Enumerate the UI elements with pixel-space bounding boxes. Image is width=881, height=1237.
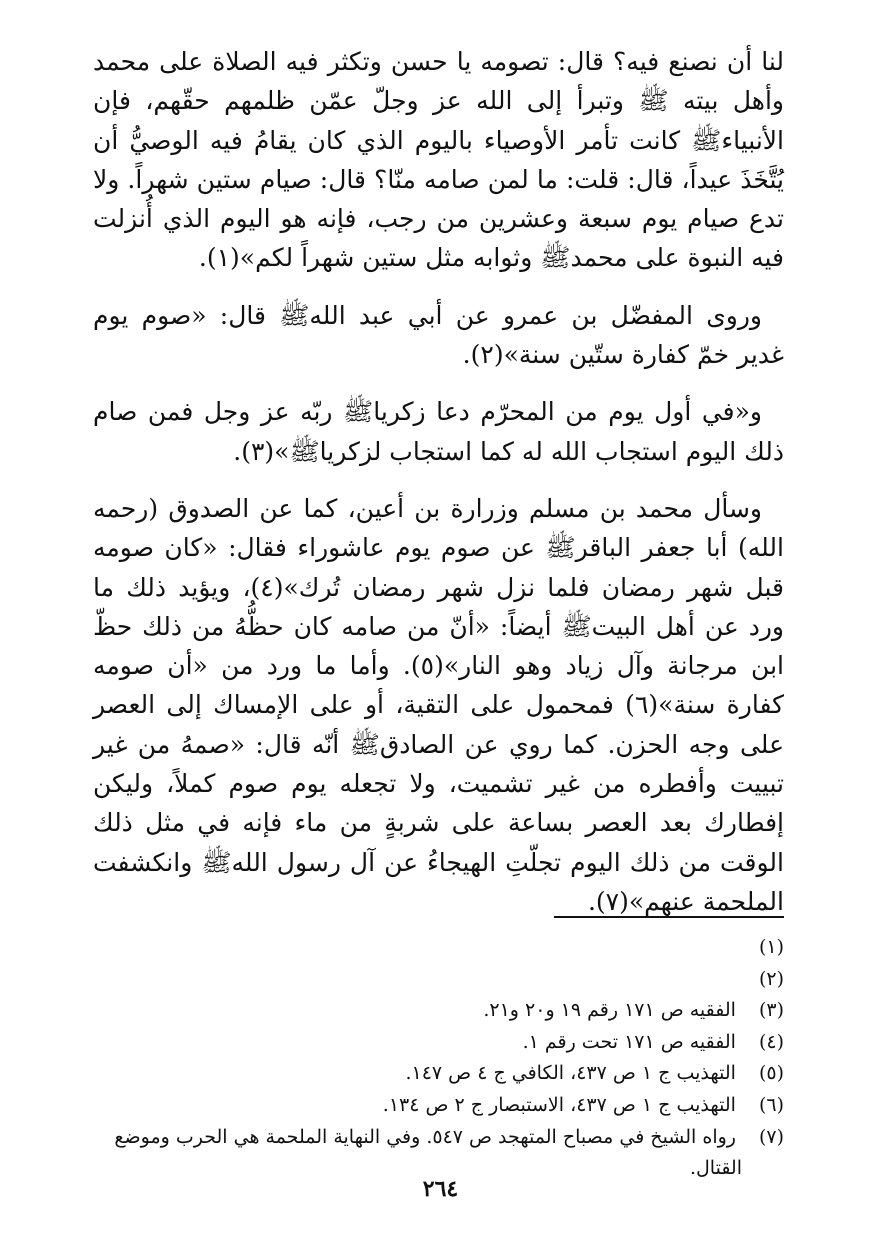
paragraph: لنا أن نصنع فيه؟ قال: تصومه يا حسن وتكثر فيه الصلاة على محمد وأهل بيته ﷺ وتبرأ إلى الله عز وجلّ عمّن ظلمهم حقّهم، فإن الأنبياءﷺ كانت تأمر الأوصياء باليوم الذي كان يقامُ فيه الوصيُّ أن يُتَّخَذَ عيداً، قال: قلت: ما لمن صامه منّا؟ قال: صيام ستين شهراً. ولا تدع صيام يوم سبعة وعشرين من رجب، فإنه هو اليوم الذي أُنزلت فيه النبوة على محمدﷺ وثوابه مثل ستين شهراً لكم»(١). bbox=[93, 47, 784, 273]
footnote bbox=[93, 1027, 784, 1059]
footnote-number: (٧) bbox=[758, 1125, 784, 1148]
footnote-text: التهذيب ج ١ ص ٤٣٧، الكافي ج ٤ ص ١٤٧. bbox=[405, 1062, 736, 1085]
footnote-number: (٥) bbox=[758, 1062, 784, 1085]
paragraph: وسأل محمد بن مسلم وزرارة بن أعين، كما عن الصدوق (رحمه الله) أبا جعفر الباقرﷺ عن صوم يوم عاشوراء فقال: «كان صومه قبل شهر رمضان فلما نزل شهر رمضان تُرك»(٤)، ويؤيد ذلك ما ورد عن أهل البيتﷺ أيضاً: «أنّ من صامه كان حظُّهُ من ذلك حظّ ابن مرجانة وآل زياد وهو النار»(٥). وأما ما ورد من «أن صومه كفارة سنة»(٦) فمحمول على التقية، أو على الإمساك إلى العصر على وجه الحزن. كما روي عن الصادقﷺ أنّه قال: «صمهُ من غير تبييت وأفطره من غير تشميت، ولا تجعله يوم صوم كملاً، وليكن إفطارك بعد العصر بساعة على شربةٍ من ماء فإنه في مثل ذلك الوقت من ذلك اليوم تجلّتِ الهيجاءُ عن آل رسول اللهﷺ وانكشفت الملحمة عنهم»(٧). bbox=[93, 493, 785, 916]
footnote-text: رواه الشيخ في مصباح المتهجد ص ٥٤٧. وفي النهاية الملحمة هي الحرب وموضع القتال. bbox=[114, 1125, 742, 1180]
footnote-number: (٤) bbox=[758, 1030, 784, 1053]
footnote-text: الفقيه ص ١٧١ رقم ١٩ و٢٠ و٢١. bbox=[483, 999, 736, 1022]
paragraph: وروى المفضّل بن عمرو عن أبي عبد اللهﷺ قال: «صوم يوم غدير خمّ كفارة ستّين سنة»(٢). bbox=[93, 300, 784, 370]
footnote-number: (١) (٢) (٣) bbox=[758, 936, 784, 1022]
footnote bbox=[93, 932, 784, 1027]
footnote-divider bbox=[554, 916, 784, 918]
footnote-text: الفقيه ص ١٧١ تحت رقم ١. bbox=[522, 1030, 736, 1053]
paragraph: و«في أول يوم من المحرّم دعا زكرياﷺ ربّه عز وجل فمن صام ذلك اليوم استجاب الله له كما استجاب لزكرياﷺ»(٣). bbox=[93, 397, 784, 466]
footnote bbox=[93, 1058, 784, 1090]
footnotes bbox=[93, 932, 784, 1185]
page-number: ٢٦٤ bbox=[422, 1176, 459, 1202]
main-text bbox=[93, 42, 784, 939]
footnote-text: التهذيب ج ١ ص ٤٣٧، الاستبصار ج ٢ ص ١٣٤. bbox=[382, 1093, 736, 1116]
footnote-number: (٦) bbox=[758, 1093, 784, 1116]
footnote bbox=[93, 1090, 784, 1122]
